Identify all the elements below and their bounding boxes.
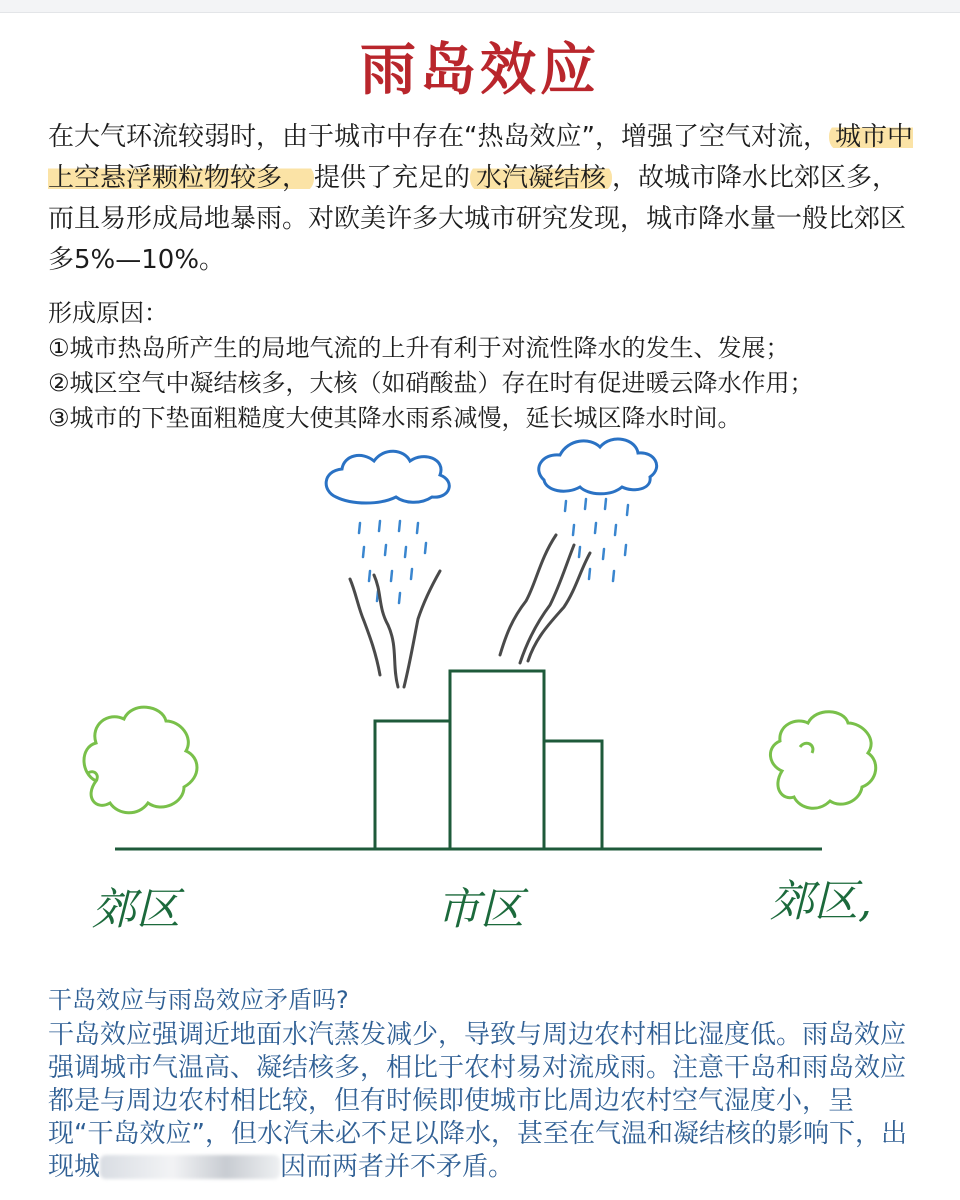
causes-section [48, 296, 928, 436]
label-suburb-right: 郊区, [770, 876, 872, 927]
intro-text-3: ，故城市降水比郊区多，而且易形成局地暴雨。对欧美许多大城市研究发现，城市降水量一般比郊区多5%—10%。 [48, 163, 907, 275]
intro-text-1: 在大气环流较弱时，由于城市中存在“热岛效应”，增强了空气对流， [48, 122, 829, 152]
left-rain-drops [359, 521, 426, 603]
cause-item-2: ②城区空气中凝结核多，大核（如硝酸盐）存在时有促进暖云降水作用； [48, 369, 814, 397]
cause-item-1: ①城市热岛所产生的局地气流的上升有利于对流性降水的发生、发展； [48, 334, 790, 362]
causes-heading: 形成原因： [48, 299, 168, 327]
label-city-center: 市区 [436, 884, 524, 935]
cause-item-3: ③城市的下垫面粗糙度大使其降水雨系减慢，延长城区降水时间。 [48, 404, 742, 432]
intro-text-2: 提供了充足的 [314, 163, 471, 193]
watermark-overlay [100, 1155, 280, 1179]
answer-text-before: 干岛效应强调近地面水汽蒸发减少，导致与周边农村相比湿度低。雨岛效应强调城市气温高、凝结核多，相比于农村易对流成雨。注意干岛和雨岛效应都是与周边农村相比较，但有时候即使城市比周边农村空气湿度小，呈现“干岛效应”，但水汽未必不足以降水，甚至在气温和凝结核的影响下，出现城 [48, 1020, 907, 1182]
page-title: 雨岛效应 [360, 38, 600, 103]
question-heading: 干岛效应与雨岛效应矛盾吗? [48, 986, 349, 1014]
city-buildings [375, 671, 602, 849]
top-toolbar-strip [0, 0, 960, 13]
right-tree-icon [770, 712, 875, 809]
right-rain-drops [565, 499, 628, 581]
highlight-particulates: 城市中上空悬浮颗粒物较多， [48, 122, 913, 193]
building-left [375, 721, 450, 849]
left-cloud-icon [326, 451, 449, 503]
smoke-plumes-icon [350, 535, 590, 687]
highlight-condensation-nuclei: 水汽凝结核 [470, 163, 612, 193]
right-cloud-icon [539, 439, 657, 494]
rain-island-diagram [0, 425, 960, 980]
intro-paragraph [48, 117, 918, 281]
answer-text-after: 因而两者并不矛盾。 [280, 1152, 515, 1182]
left-tree-icon [84, 707, 197, 813]
building-tall [450, 671, 544, 849]
building-right [544, 741, 602, 849]
label-suburb-left: 郊区 [92, 884, 180, 935]
answer-paragraph [48, 1019, 918, 1184]
